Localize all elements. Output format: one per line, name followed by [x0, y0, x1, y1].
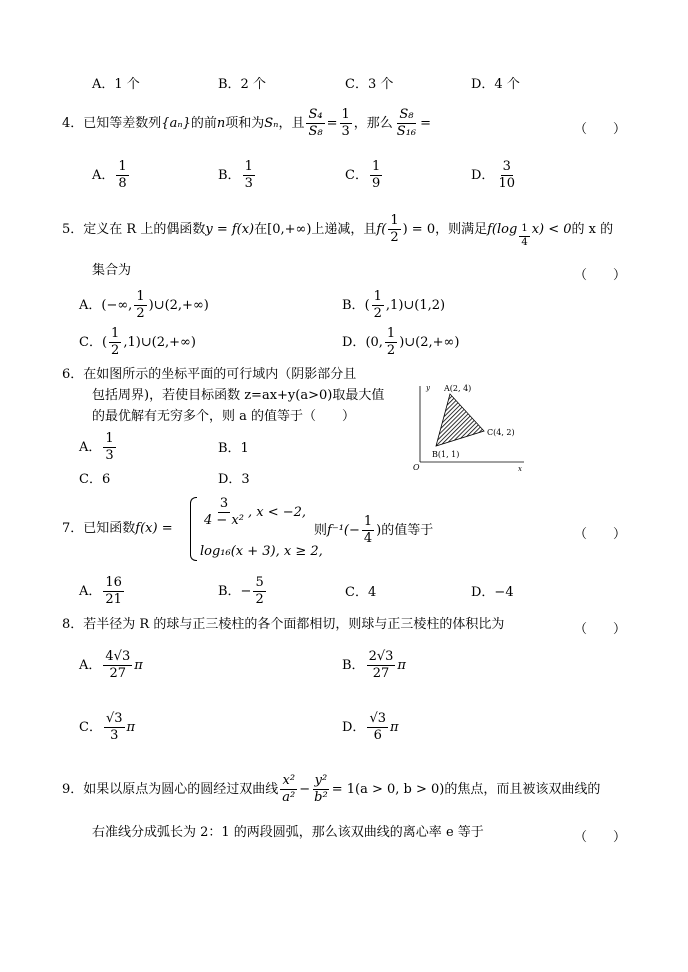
- q4-option-c-label: C．: [345, 167, 368, 183]
- q9-text-a: 9．如果以原点为圆心的圆经过双曲线: [62, 781, 279, 797]
- q4-n: n: [216, 115, 226, 131]
- q6-option-a: [79, 432, 118, 462]
- q5-option-d: [342, 327, 459, 357]
- q4-option-d-den: 10: [498, 175, 515, 191]
- q8-option-a-label: A．: [79, 657, 102, 673]
- q4-text-a: 已知等差数列: [83, 115, 162, 131]
- q4-s8: S₈: [308, 123, 323, 139]
- q6-option-a-label: A．: [79, 439, 102, 455]
- q5-option-d-den: 2: [386, 342, 396, 358]
- q5-option-c-num: 1: [111, 326, 120, 341]
- q7-option-a-den: 21: [105, 591, 122, 607]
- q4-text-d: ，且: [278, 115, 305, 131]
- q4-option-d-num: 3: [502, 159, 511, 174]
- q7-stem-end: [314, 515, 433, 545]
- q5-option-c-label: C．: [79, 334, 102, 350]
- q7-case2: [200, 545, 323, 558]
- q5-f: f(: [376, 221, 387, 237]
- q8-option-c-num: √3: [105, 711, 123, 726]
- q4-option-c-num: 1: [371, 159, 381, 174]
- q4-option-b-num: 1: [244, 159, 253, 174]
- q8-option-b-pi: π: [397, 657, 406, 673]
- q5-option-b-label: B．: [342, 297, 365, 313]
- q9-b2: b²: [314, 789, 328, 805]
- q6-option-d: D．3: [218, 472, 250, 487]
- q4-text-b: 的前: [190, 115, 217, 131]
- q7-option-b-num: 5: [255, 575, 264, 590]
- q4-eq1: =: [326, 115, 338, 131]
- q5-line2: 集合为: [92, 263, 132, 278]
- q8-option-b: [342, 650, 406, 680]
- point-a-label: A(2, 4): [444, 384, 472, 393]
- q4-option-b: [218, 160, 257, 190]
- q5-number: 5．: [62, 221, 84, 237]
- q4-s4: S₄: [308, 107, 323, 122]
- q8-option-b-label: B．: [342, 657, 365, 673]
- q7-brace: [190, 497, 197, 561]
- q5-log-arg: x) < 0: [531, 221, 572, 237]
- q3-option-b: B．2 个: [218, 77, 266, 92]
- q5-text-b: 在[0,+∞)上递减，且: [254, 221, 377, 237]
- q4-option-a: [92, 160, 131, 190]
- q5-text-d: 的 x 的: [571, 221, 614, 237]
- q5-option-a-part2: )∪(2,+∞): [148, 297, 209, 313]
- point-b-label: B(1, 1): [432, 450, 460, 459]
- q5-option-a-part1: (−∞,: [101, 297, 133, 313]
- q8-option-c-den: 3: [110, 727, 119, 743]
- q8-option-a-den: 27: [109, 665, 127, 681]
- q9-a2: a²: [282, 789, 296, 805]
- q8-option-d: [342, 712, 399, 742]
- q7-case1-num: 3: [219, 496, 229, 511]
- q5-log-base-num: 1: [519, 224, 529, 237]
- q5-option-a-num: 1: [136, 289, 145, 304]
- q4-number: 4．: [62, 115, 84, 131]
- q4-option-a-num: 1: [118, 159, 127, 174]
- q7-option-c: C．4: [345, 585, 377, 600]
- x-axis-label: x: [518, 465, 522, 472]
- q5-option-d-part2: )∪(2,+∞): [399, 334, 460, 350]
- q5-option-d-part1: (0,: [365, 334, 383, 350]
- q8-option-b-den: 27: [372, 665, 390, 681]
- y-axis-label: y: [426, 384, 430, 392]
- q4-option-b-label: B．: [218, 167, 241, 183]
- q6-option-a-den: 3: [105, 447, 114, 463]
- q5-option-a: [79, 290, 209, 320]
- q7-option-a-num: 16: [105, 575, 122, 590]
- q8-option-c-label: C．: [79, 719, 102, 735]
- q4-option-d-label: D．: [471, 167, 495, 183]
- q6-line2: 包括周界)，若使目标函数 z=ax+y(a>0)取最大值: [92, 388, 385, 403]
- q4-ratio-s8-s16: [395, 108, 418, 138]
- q8-option-c: [79, 712, 135, 742]
- q5-log: f(log: [487, 221, 518, 237]
- q7-case1: [200, 497, 306, 527]
- q5-option-c: [79, 327, 196, 357]
- q4-stem: [62, 108, 431, 138]
- q7-finv: f⁻¹(−: [327, 522, 360, 538]
- q8-stem: 8．若半径为 R 的球与正三棱柱的各个面都相切，则球与正三棱柱的体积比为: [62, 617, 505, 632]
- q7-option-a: [79, 576, 126, 606]
- q9-x2: x²: [282, 773, 296, 788]
- q7-option-d: D．−4: [471, 585, 514, 600]
- q5-option-b-part1: (: [364, 297, 370, 313]
- q4-text-e: ，那么: [353, 115, 393, 131]
- q5-option-c-den: 2: [111, 342, 120, 358]
- q4-three: 3: [341, 123, 350, 139]
- q9-stem: [62, 774, 600, 804]
- q7-text-a: 已知函数: [83, 521, 136, 536]
- q9-line2: 右准线分成弧长为 2：1 的两段圆弧，那么该双曲线的离心率 e 等于: [92, 825, 484, 840]
- feasible-region: [436, 394, 484, 446]
- q4-option-c: [345, 160, 384, 190]
- q7-option-b-den: 2: [255, 591, 264, 607]
- q5-text-a: 定义在 R 上的偶函数: [83, 221, 206, 237]
- q4-seq: {aₙ}: [161, 115, 191, 131]
- q7-case1-den: 4 − x²: [204, 512, 244, 528]
- q7-text-b: 则: [314, 522, 328, 538]
- q4-s16: S₁₆: [396, 123, 417, 139]
- q3-option-d: D．4 个: [471, 77, 520, 92]
- q7-fx: f(x) =: [135, 521, 173, 536]
- q5-option-c-part1: (: [101, 334, 108, 350]
- q7-answer-paren: （ ）: [574, 527, 627, 542]
- q4-option-c-den: 9: [371, 175, 381, 191]
- q5-option-d-num: 1: [386, 326, 396, 341]
- q7-text-c: )的值等于: [376, 522, 434, 538]
- q5-text-c: ) = 0，则满足: [402, 221, 488, 237]
- q8-option-d-den: 6: [373, 727, 382, 743]
- q5-log-base-den: 4: [521, 236, 528, 248]
- q5-option-a-den: 2: [136, 305, 145, 321]
- q5-half-den: 2: [390, 229, 399, 245]
- q4-eq2: =: [420, 115, 432, 131]
- q8-option-b-num: 2√3: [368, 649, 394, 664]
- q7-q-num: 1: [363, 514, 373, 529]
- q7-option-a-label: A．: [79, 583, 102, 599]
- q4-text-c: 项和为: [225, 115, 265, 131]
- q4-answer-paren: （ ）: [574, 122, 627, 137]
- q5-stem: [62, 210, 613, 248]
- q5-option-b-num: 1: [373, 289, 382, 304]
- q8-option-d-pi: π: [390, 719, 399, 735]
- q8-option-d-label: D．: [342, 719, 366, 735]
- q8-option-a-num: 4√3: [105, 649, 131, 664]
- q7-option-b-label: B．−: [218, 583, 252, 599]
- q5-answer-paren: （ ）: [574, 268, 627, 283]
- q6-option-c: C．6: [79, 472, 111, 487]
- q6-feasible-region-figure: [408, 380, 532, 472]
- q5-option-b-part2: ,1)∪(1,2): [385, 297, 446, 313]
- q8-option-a-pi: π: [134, 657, 143, 673]
- q8-answer-paren: （ ）: [574, 622, 627, 637]
- q5-option-d-label: D．: [342, 334, 366, 350]
- q4-sn: Sₙ: [264, 115, 279, 131]
- q3-option-c: C．3 个: [345, 77, 394, 92]
- q8-option-c-pi: π: [126, 719, 136, 735]
- q5-func: y = f(x): [205, 221, 255, 237]
- q4-one: 1: [341, 107, 350, 122]
- point-c-label: C(4, 2): [487, 428, 515, 437]
- q5-option-b-den: 2: [373, 305, 382, 321]
- q9-y2: y²: [314, 773, 328, 788]
- q9-text-b: = 1(a > 0, b > 0)的焦点，而且被该双曲线的: [331, 781, 601, 797]
- q7-case1-cond: , x < −2,: [247, 504, 307, 520]
- q5-option-a-label: A．: [79, 297, 102, 313]
- q6-line1: 6．在如图所示的坐标平面的可行域内（阴影部分且: [62, 367, 357, 382]
- q8-option-d-num: √3: [369, 711, 386, 726]
- q5-option-c-part2: ,1)∪(2,+∞): [123, 334, 196, 350]
- q8-option-a: [79, 650, 143, 680]
- q4-option-d: [471, 160, 519, 190]
- origin-label: O: [413, 463, 420, 472]
- q4-ratio-s4-s8: [306, 108, 324, 138]
- q9-answer-paren: （ ）: [574, 830, 627, 845]
- q4-option-a-label: A．: [92, 167, 115, 183]
- q7-q-den: 4: [363, 530, 373, 546]
- q5-option-b: [342, 290, 445, 320]
- q3-option-a: A．1 个: [92, 77, 140, 92]
- q4-s8b: S₈: [399, 107, 414, 122]
- q4-option-a-den: 8: [118, 175, 127, 191]
- q4-option-b-den: 3: [244, 175, 253, 191]
- q6-option-a-num: 1: [105, 431, 114, 446]
- q4-one-third: [340, 108, 352, 138]
- q9-minus: −: [299, 781, 311, 797]
- q7-option-b: [218, 576, 268, 606]
- q7-case2-text: log₁₆(x + 3), x ≥ 2,: [200, 544, 323, 559]
- q5-half-num: 1: [390, 212, 399, 228]
- q7-stem-start: [62, 522, 173, 535]
- q6-option-b: B．1: [218, 441, 249, 456]
- q7-number: 7．: [62, 521, 84, 536]
- q6-line3: 的最优解有无穷多个，则 a 的值等于（ ）: [92, 409, 356, 424]
